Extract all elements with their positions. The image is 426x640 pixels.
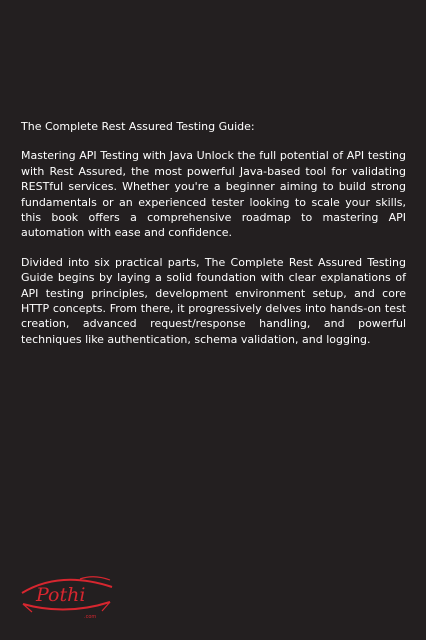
description-paragraph-2: Divided into six practical parts, The Complete Rest Assured Testing Guide begins by laying a solid foundation with clear explanations of API testing principles, development environment setup, and core HTTP concepts. From there, it progressively delves into hands-on test creation, advanced request/response handling, and powerful techniques like authentication, schema validation, and logging.: [21, 255, 406, 346]
logo-suffix: .com: [84, 614, 97, 620]
publisher-logo: [20, 574, 114, 622]
logo-wordmark: Pothi: [36, 584, 86, 606]
back-cover-text: [21, 119, 406, 361]
pothi-logo-icon: [20, 574, 114, 622]
book-heading: The Complete Rest Assured Testing Guide:: [21, 120, 255, 133]
description-paragraph-1: Mastering API Testing with Java Unlock the full potential of API testing with Rest Assured, the most powerful Java-based tool for validating RESTful services. Whether you're a beginner aiming to build strong fundamentals or an experienced tester looking to scale your skills, this book offers a comprehensive roadmap to mastering API automation with ease and confidence.: [21, 149, 406, 240]
